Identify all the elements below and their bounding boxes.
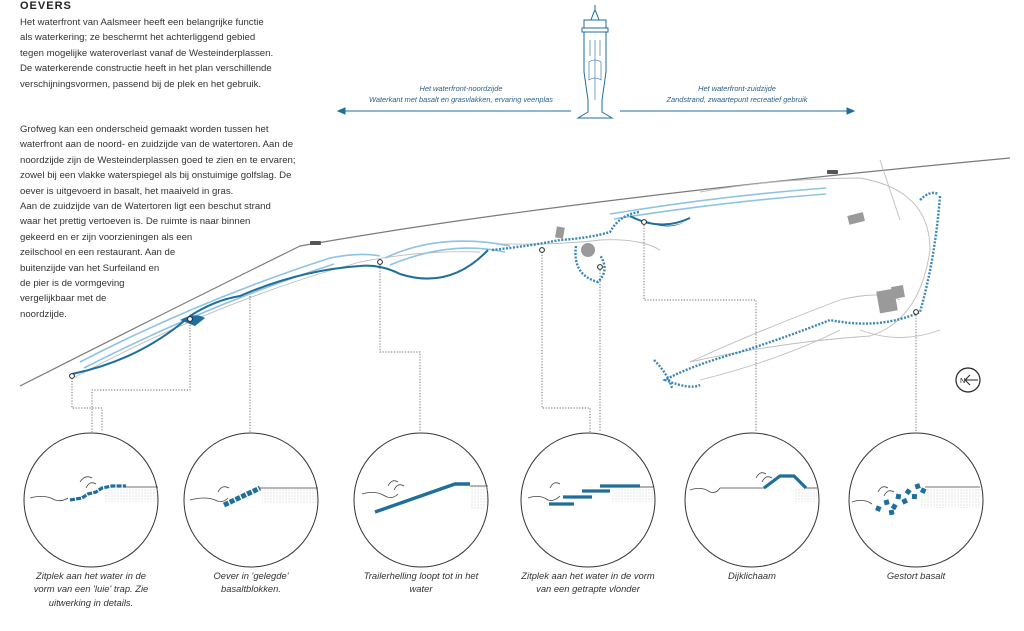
section-circle-6: [849, 433, 983, 567]
watertower-icon: [578, 5, 612, 118]
body-line: Aan de zuidzijde van de Watertoren ligt een beschut strand: [20, 201, 271, 213]
section-caption-5: [677, 569, 827, 582]
compass-label: N: [960, 376, 966, 385]
section-caption-1: [16, 569, 166, 609]
intro-line: Het waterfront van Aalsmeer heeft een belangrijke functie: [20, 17, 264, 28]
body-line: de pier is de vormgeving: [20, 278, 125, 290]
body-line: zowel bij een vlakke waterspiegel als bij onstuimige golfslag. De: [20, 170, 292, 182]
caption-line: Zitplek aan het water in de vorm: [521, 570, 655, 581]
section-circle-3: [354, 433, 488, 567]
caption-line: vorm van een 'luie' trap. Zie: [33, 583, 149, 595]
caption-line: Trailerhelling loopt tot in het: [363, 570, 479, 581]
body-line: oever is uitgevoerd in basalt, het maaiveld in gras.: [20, 185, 234, 197]
south-zone-description: Zandstrand, zwaartepunt recreatief gebruik: [666, 95, 808, 104]
caption-line: water: [409, 583, 433, 595]
north-zone-arrow: [338, 108, 571, 114]
body-line: waterfront aan de noord- en zuidzijde van de watertoren. Aan de: [20, 139, 294, 151]
section-caption-2: [176, 569, 326, 596]
south-zone-arrow: [620, 108, 854, 114]
intro-line: tegen mogelijke wateroverlast vanaf de Westeinderplassen.: [20, 47, 274, 59]
intro-line: verschijningsvormen, passend bij de plek en het gebruik.: [20, 78, 262, 90]
rubble-basalt: [492, 193, 940, 388]
page-title: OEVERS: [20, 0, 72, 12]
intro-line: als waterkering; ze beschermt het achterliggend gebied: [20, 32, 256, 44]
section-circle-5: [685, 433, 819, 567]
body-line: Grofweg kan een onderscheid gemaakt worden tussen het: [20, 124, 269, 135]
cars: [310, 170, 838, 245]
south-zone-title: Het waterfront-zuidzijde: [698, 84, 776, 93]
buildings: [555, 212, 905, 313]
shoreline: [72, 216, 690, 374]
body-line: zeilschool en een restaurant. Aan de: [20, 247, 176, 259]
body-line: vergelijkbaar met de: [20, 293, 107, 305]
section-circle-4: [521, 433, 655, 567]
caption-line: Zitplek aan het water in de: [36, 570, 146, 581]
section-caption-3: [346, 569, 496, 596]
north-zone-description: Waterkant met basalt en grasvlakken, ervaring veenplas: [369, 95, 553, 104]
caption-line: Gestort basalt: [886, 570, 946, 581]
north-quay-light: [80, 188, 826, 368]
caption-line: Dijklichaam: [728, 570, 776, 581]
leader-lines: [72, 225, 916, 432]
body-line: gekeerd en er zijn voorzieningen als een: [20, 231, 193, 243]
intro-line: De waterkerende constructie heeft in het plan verschillende: [20, 63, 272, 75]
section-caption-6: [841, 569, 991, 582]
body-line: waar het prettig vertoeven is. De ruimte is naar binnen: [20, 216, 251, 228]
section-caption-4: [513, 569, 663, 596]
north-zone-title: Het waterfront-noordzijde: [419, 84, 503, 93]
caption-line: basaltblokken.: [221, 583, 281, 595]
paths: [75, 160, 940, 380]
road: [20, 158, 1010, 386]
caption-line: van een getrapte vlonder: [536, 583, 640, 595]
south-zone-label: [632, 83, 842, 105]
caption-line: Oever in 'gelegde': [213, 570, 289, 581]
body-line: noordzijde zijn de Westeinderplassen goed te zien en te ervaren;: [20, 154, 296, 166]
section-circle-1: [24, 433, 158, 567]
body-line: buitenzijde van het Surfeiland en: [20, 262, 160, 274]
body-line: noordzijde.: [20, 308, 67, 320]
caption-line: uitwerking in details.: [48, 596, 134, 608]
section-circle-2: [184, 433, 318, 567]
north-zone-label: [356, 83, 566, 105]
